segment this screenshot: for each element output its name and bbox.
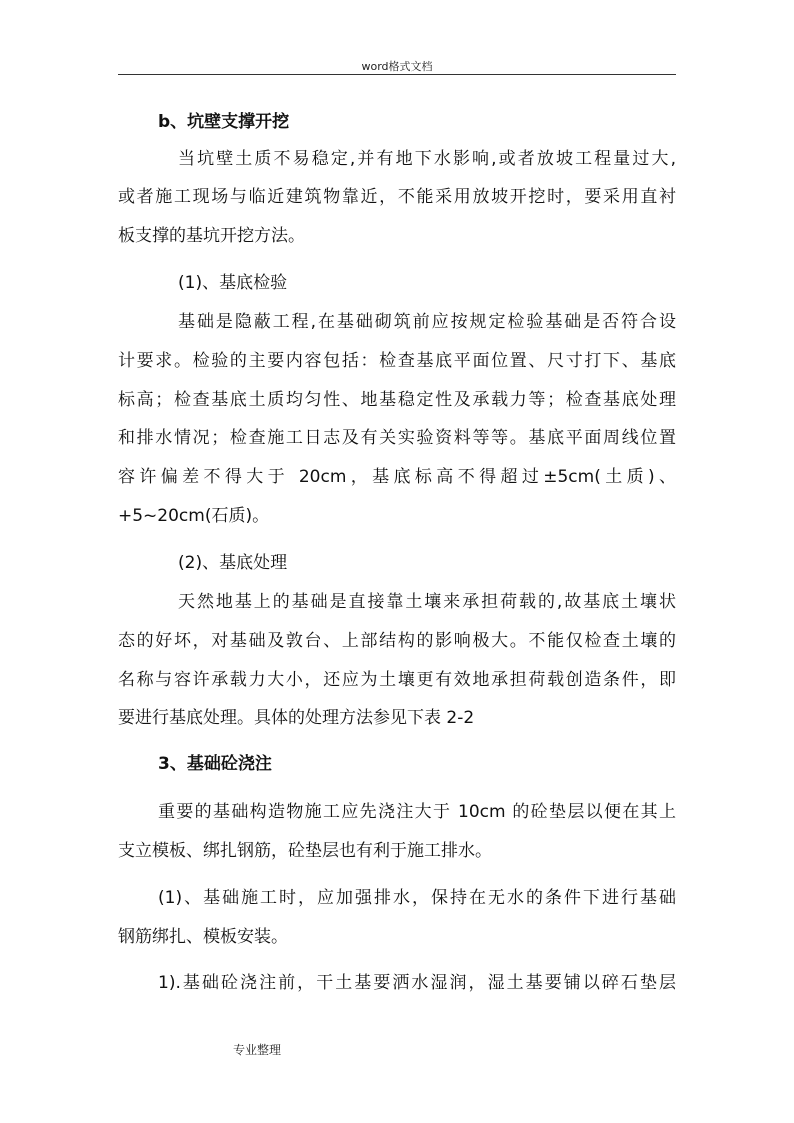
paragraph-line: 和排水情况；检查施工日志及有关实验资料等等。基底平面周线位置 xyxy=(118,428,676,448)
paragraph-line: 钢筋绑扎、模板安装。 xyxy=(118,927,288,947)
paragraph-line: 计要求。检验的主要内容包括：检查基底平面位置、尺寸打下、基底 xyxy=(118,351,676,371)
paragraph-line: 态的好坏，对基础及敦台、上部结构的影响极大。不能仅检查土壤的 xyxy=(118,631,676,651)
header-divider xyxy=(118,74,676,75)
paragraph-line: 基础是隐蔽工程,在基础砌筑前应按规定检验基础是否符合设 xyxy=(178,312,676,332)
paragraph-line: 容许偏差不得大于 20cm，基底标高不得超过±5cm(土质)、 xyxy=(118,467,676,487)
paragraph-line: +5~20cm(石质)。 xyxy=(118,506,270,526)
paragraph-line: 板支撑的基坑开挖方法。 xyxy=(118,226,305,246)
paragraph-line: 当坑壁土质不易稳定,并有地下水影响,或者放坡工程量过大, xyxy=(178,149,676,169)
section-heading: 3、基础砼浇注 xyxy=(158,754,272,774)
paragraph-line: 天然地基上的基础是直接靠土壤来承担荷载的,故基底土壤状 xyxy=(178,592,676,612)
section-heading: b、坑壁支撑开挖 xyxy=(158,112,290,132)
paragraph-line: 名称与容许承载力大小，还应为土壤更有效地承担荷载创造条件，即 xyxy=(118,670,676,690)
paragraph-line: 重要的基础构造物施工应先浇注大于 10cm 的砼垫层以便在其上 xyxy=(158,802,676,822)
page-header: word格式文档 xyxy=(361,60,433,73)
paragraph-line: (2)、基底处理 xyxy=(178,553,288,573)
page-footer: 专业整理 xyxy=(233,1043,282,1057)
paragraph-line: (1)、基底检验 xyxy=(178,273,288,293)
paragraph-line: 1).基础砼浇注前，干土基要洒水湿润，湿土基要铺以碎石垫层 xyxy=(158,973,676,993)
paragraph-line: 支立模板、绑扎钢筋，砼垫层也有利于施工排水。 xyxy=(118,841,492,861)
paragraph-line: (1)、基础施工时，应加强排水，保持在无水的条件下进行基础 xyxy=(158,888,676,908)
paragraph-line: 或者施工现场与临近建筑物靠近，不能采用放坡开挖时，要采用直衬 xyxy=(118,187,676,207)
paragraph-line: 标高；检查基底土质均匀性、地基稳定性及承载力等；检查基底处理 xyxy=(118,390,676,410)
paragraph-line: 要进行基底处理。具体的处理方法参见下表 2-2 xyxy=(118,708,475,728)
